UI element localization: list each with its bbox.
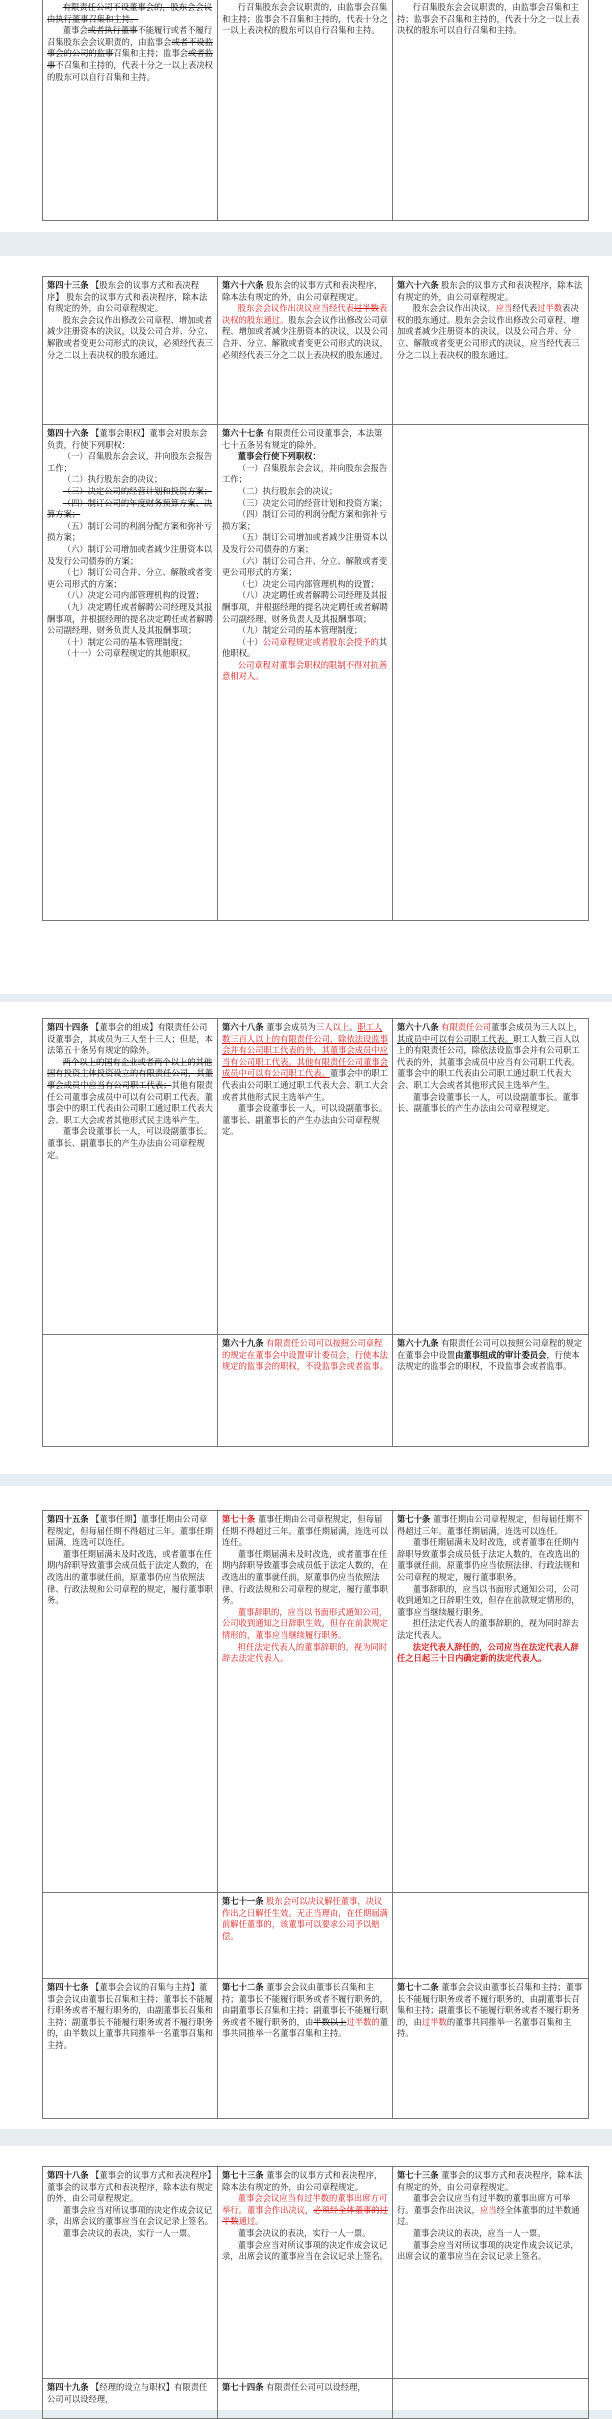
clause-heading-text: 第四十七条	[47, 1982, 89, 1992]
old-law-cell	[43, 425, 218, 921]
clause-paragraph	[222, 2382, 388, 2394]
clause-text: 其他有限责任公司董事会成员中可以有公司职工代表。董事会中的职工代表由公司职工通过职工代表大会、职工大会或者其他形式民主选举产生。	[47, 1079, 213, 1125]
clause-text: 董事会应当对所议事项的决定作成会议记录，出席会议的董事应当在会议记录上签名。	[47, 2204, 213, 2227]
old-law-cell	[43, 2167, 218, 2379]
clause-text: 行召集股东会会议职责的，由监事会召集和主持；监事会不召集和主持的，代表十分之一以上表决权的股东可以自行召集和主持。	[222, 2, 388, 36]
clause-text: （九）决定聘任或者解聘公司经理及其报酬事项，并根据经理的提名决定聘任或者解聘公司副经理、财务负责人及其报酬事项；	[47, 601, 213, 636]
clause-paragraph	[222, 637, 388, 660]
clause-heading-text: 第四十九条	[47, 2382, 89, 2392]
new-law-cell	[393, 425, 589, 921]
clause-paragraph	[222, 486, 388, 498]
clause-paragraph	[222, 428, 388, 451]
clause-paragraph	[222, 451, 388, 463]
clause-heading-text: 法定代表人辞任的，公司应当在法定代表人辞任之日起三十日内确定新的法定代表人。	[397, 1641, 579, 1664]
clause-text: 股东会会议作出修改公司章程、增加或者减少注册资本的决议，以及公司合并、分立、解散或者变更公司形式的决议，必须经代表三分之二以上表决权的股东通过。	[47, 314, 213, 360]
clause-text: 【董事会职权】董事会对股东会负责，行使下列职权：	[47, 428, 208, 450]
clause-paragraph	[222, 1642, 388, 1665]
draft-cell	[218, 1511, 393, 1893]
clause-text: 公司章程对董事会职权的限制不得对抗善意相对人。	[222, 659, 388, 682]
new-law-cell	[393, 277, 589, 425]
clause-text: 董事会中的职工代表由公司职工通过职工代表大会、职工大会或者其他形式民主选举产生。	[222, 1068, 388, 1102]
clause-text: 【董事会会议的召集与主持】董事会会议由董事长召集和主持；董事长不能履行职务或者不履行职务的，由副董事长召集和主持；副董事长不能履行职务或者不履行职务的，由半数以上董事共同推举一名董事召集和主持。	[47, 1982, 213, 2050]
clause-heading-text: 第六十六条	[397, 280, 439, 290]
clause-heading-text: 第六十九条	[222, 1338, 264, 1348]
clause-paragraph	[397, 1022, 584, 1092]
clause-text: 有限责任公司可以按照公司章程的规定在董事会中设置审计委员会，行使本法规定的监事会的职权，不设监事会或者监事。	[222, 1338, 388, 1372]
old-law-cell	[43, 2379, 218, 2419]
comparison-table-5	[42, 2166, 589, 2419]
table-row	[43, 277, 589, 425]
old-law-cell	[43, 1893, 218, 1979]
clause-text: 三人以上	[315, 1022, 350, 1032]
clause-heading-text: 第四十六条	[47, 428, 89, 438]
clause-text: （五）制订公司增加或者减少注册资本以及发行公司债券的方案；	[222, 532, 388, 554]
comparison-table-2	[42, 276, 589, 921]
clause-paragraph	[397, 303, 584, 361]
clause-paragraph	[222, 2240, 388, 2263]
clause-paragraph	[47, 567, 213, 590]
clause-text: 经全体董事的过半数通过。	[397, 2204, 580, 2227]
clause-text: （四）制订公司的年度财务预算方案、决算方案；	[47, 497, 213, 520]
old-law-cell	[43, 1335, 218, 1447]
clause-text: 董事任期届满未及时改选，或者董事在任期内辞职导致董事会成员低于法定人数的，在改选出的董事就任前，原董事仍应当依照法律、行政法规和公司章程的规定，履行董事职务。	[222, 1548, 388, 1606]
clause-text: 董事会设董事长一人，可以设副董事长。董事长、副董事长的产生办法由公司章程规定。	[222, 1103, 388, 1137]
clause-text: （十）	[237, 636, 263, 647]
clause-text: 必须经全体董事的过半数	[222, 2204, 388, 2227]
clause-text: 董事会的议事方式和表决程序，除本法有规定的外，由公司章程规定。	[397, 2170, 583, 2192]
clause-paragraph	[397, 1584, 584, 1619]
clause-paragraph	[222, 556, 388, 579]
clause-paragraph	[47, 1514, 213, 1549]
clause-heading-text: 第七十四条	[222, 2382, 264, 2392]
clause-text: 董事辞职的，应当以书面形式通知公司，公司收到通知之日辞职生效，但存在前款规定情形的，董事应当继续履行职务。	[397, 1583, 580, 1617]
clause-text: 股东会的议事方式和表决程序，除本法有规定的外，由公司章程规定。	[397, 280, 583, 302]
clause-text: 董事会决议的表决，实行一人一票。	[237, 2227, 371, 2238]
clause-text: 董事会设董事长一人，可以设副董事长。董事长、副董事长的产生办法由公司章程规定。	[397, 1091, 579, 1114]
clause-paragraph	[222, 590, 388, 625]
clause-heading-text: 第四十三条	[47, 280, 89, 290]
draft-cell	[218, 0, 393, 221]
clause-text: 董事会成员为三人以上，	[490, 1022, 583, 1032]
clause-text: （三）决定公司的经营计划和投资方案；	[237, 497, 388, 508]
clause-text: 或者监事	[47, 48, 213, 70]
clause-text: 不能履行或者不履行召集股东会会议职责的，由监事会	[47, 25, 213, 47]
clause-paragraph	[222, 280, 388, 303]
clause-paragraph	[222, 303, 388, 361]
clause-paragraph	[47, 498, 213, 521]
clause-paragraph	[397, 2240, 584, 2263]
clause-heading-text: 第六十九条	[397, 1338, 439, 1348]
table-row	[43, 1019, 589, 1335]
clause-text: （七）制订公司合并、分立、解散或者变更公司形式的方案；	[47, 567, 213, 589]
clause-text: 有限责任公司设董事会，本法第七十五条另有规定的除外。	[222, 428, 383, 450]
clause-paragraph	[397, 280, 584, 303]
clause-paragraph	[222, 2170, 388, 2193]
clause-paragraph	[222, 1103, 388, 1138]
old-law-cell	[43, 277, 218, 425]
clause-paragraph	[222, 2, 388, 37]
new-law-cell	[393, 1979, 589, 2119]
clause-text: 董事辞职的，应当以书面形式通知公司，公司收到通知之日辞职生效，但存在前款规定情形的，董事应当继续履行职务。	[222, 1606, 388, 1640]
clause-text: （十一）公司章程规定的其他职权。	[62, 648, 196, 659]
clause-paragraph	[47, 2170, 213, 2205]
draft-cell	[218, 2379, 393, 2419]
clause-text: 其他有限责任公司董事会成员中可以有公司职工代表。	[222, 1056, 388, 1079]
clause-paragraph	[222, 1607, 388, 1642]
clause-paragraph	[47, 637, 213, 649]
clause-text: 或者执行董事	[87, 25, 138, 36]
clause-text: 董事任期届满未及时改选，或者董事在任期内辞职导致董事会成员低于法定人数的，在改选出的董事就任前，原董事仍应当依照法律、行政法规和公司章程的规定，履行董事职务。	[397, 1537, 580, 1582]
clause-paragraph	[47, 1022, 213, 1057]
clause-heading-text: 第四十四条	[47, 1022, 89, 1032]
clause-text: 股东会会议作出修改公司章程、增加或者减少注册资本的决议，以及公司合并、分立、解散或者变更公司形式的决议，必须经代表三分之二以上表决权的股东通过。	[222, 314, 388, 360]
clause-text: （四）制订公司的利润分配方案和弥补亏损方案；	[222, 509, 388, 531]
clause-paragraph	[47, 428, 213, 451]
clause-paragraph	[397, 2193, 584, 2228]
clause-text: 通过。	[238, 2216, 264, 2227]
clause-text: ，行使本法规定的监事会的职权，不设监事会或者监事。	[397, 1349, 580, 1372]
clause-text: （八）决定公司内部管理机构的设置；	[62, 590, 204, 601]
clause-text: 【董事会的议事方式和表决程序】董事会的议事方式和表决程序，除本法有规定的外，由公司章程规定。	[47, 2170, 213, 2204]
clause-text: 过半数	[353, 303, 379, 314]
clause-heading-text: 第七十一条	[222, 1896, 264, 1906]
clause-text: 过半数	[537, 303, 563, 314]
clause-paragraph	[222, 1896, 388, 1942]
clause-paragraph	[222, 463, 388, 486]
clause-text: 董事会会议应当有过半数的董事出席方可举行。董事会作出决议，	[222, 2193, 388, 2215]
clause-text: ，应当	[487, 303, 513, 314]
draft-cell	[218, 1979, 393, 2119]
clause-paragraph	[47, 451, 213, 474]
clause-text: 董事会会议由董事长召集和主持；董事长不能履行职务或者不履行职务的，由副董事长召集和主持；副董事长不能履行职务或者不履行职务的，由	[222, 1982, 388, 2027]
clause-text: 股东会的议事方式和表决程序，除本法有规定的外，由公司章程规定。	[222, 280, 383, 302]
clause-heading-text: 由董事组成的审计委员会	[455, 1349, 547, 1360]
clause-paragraph	[47, 521, 213, 544]
clause-text: 经代表	[512, 303, 538, 314]
clause-heading-text: 第七十条	[222, 1514, 256, 1524]
clause-text: 应当	[479, 2204, 497, 2215]
new-law-cell	[393, 1511, 589, 1893]
table-row	[43, 1893, 589, 1979]
clause-heading-text: 第七十三条	[397, 2170, 439, 2180]
clause-paragraph	[397, 1982, 584, 2040]
clause-paragraph	[222, 509, 388, 532]
clause-text: 或者不设监事会的公司的监事	[47, 36, 213, 59]
clause-text: 。	[349, 1022, 358, 1032]
clause-paragraph	[47, 2228, 213, 2240]
clause-paragraph	[47, 25, 213, 83]
clause-paragraph	[222, 498, 388, 510]
old-law-cell	[43, 1511, 218, 1893]
clause-paragraph	[397, 2, 584, 37]
clause-text: 有限责任公司可以设经理，	[263, 2382, 366, 2392]
clause-text: （一）召集股东会会议，并向股东会报告工作；	[47, 451, 213, 473]
clause-paragraph	[397, 2170, 584, 2193]
clause-paragraph	[222, 625, 388, 637]
clause-paragraph	[47, 280, 213, 315]
draft-cell	[218, 425, 393, 921]
clause-heading-text: 第六十七条	[222, 428, 264, 438]
clause-text: 股东会会议作出决议	[412, 303, 488, 314]
clause-text: 其他职权。	[222, 636, 388, 659]
clause-text: 半数以上	[313, 2016, 347, 2027]
comparison-table-1	[42, 0, 589, 221]
clause-text: （三）决定公司的经营计划和投资方案；	[62, 485, 213, 496]
clause-text: 董事会应当对所议事项的决定作成会议记录，出席会议的董事应当在会议记录上签名。	[397, 2239, 579, 2262]
new-law-cell	[393, 0, 589, 221]
clause-paragraph	[47, 2382, 213, 2405]
new-law-cell	[393, 1335, 589, 1447]
clause-heading-text: 第四十八条	[47, 2170, 89, 2180]
clause-text: 有限责任公司可以按照公司章程的规定在董事会中设置	[397, 1338, 583, 1360]
clause-text: 董事任期由公司章程规定，但每届任期不得超过三年。董事任期届满，连选可以连任。	[397, 1514, 583, 1536]
clause-heading-text: 第六十八条	[397, 1022, 439, 1032]
clause-text: （八）决定聘任或者解聘公司经理及其报酬事项，并根据经理的提名决定聘任或者解聘公司副经理、财务负责人及其报酬事项；	[222, 590, 388, 624]
clause-text: （二）执行股东会的决议；	[62, 474, 163, 485]
clause-paragraph	[222, 2193, 388, 2228]
clause-text: 的董事共同推举一名董事召集和主持。	[397, 2016, 572, 2039]
clause-text: 【董事会的组成】有限责任公司设董事会，其成员为三人至十三人；但是，本法第五十条另有规定的除外。	[47, 1022, 213, 1056]
clause-text: 其成员中可以有公司职工代表。	[397, 1033, 514, 1044]
clause-paragraph	[397, 1338, 584, 1373]
draft-cell	[218, 1019, 393, 1335]
clause-text: （六）制订公司合并、分立、解散或者变更公司形式的方案；	[222, 555, 388, 578]
table-row	[43, 0, 589, 221]
clause-text: 股东会会议作出决议应当经代表	[237, 303, 354, 314]
clause-paragraph	[47, 590, 213, 602]
clause-paragraph	[222, 2228, 388, 2240]
clause-text: 董事共同推举一名董事召集和主持。	[222, 2016, 388, 2039]
clause-heading-text: 第六十六条	[222, 280, 264, 290]
clause-paragraph	[397, 2228, 584, 2240]
clause-text: 【董事任期】董事任期由公司章程规定，但每届任期不得超过三年。董事任期届满，连选可以连任。	[47, 1514, 213, 1548]
clause-paragraph	[47, 1057, 213, 1127]
page-section-2	[0, 256, 612, 994]
clause-text: 董事会决议的表决，应当一人一票。	[412, 2227, 546, 2238]
clause-text: 职工人数三百人以上的有限责任公司，除依法设监事会并有公司职工代表的外，其董事会成员中应当有公司职工代表。董事会中的职工代表由公司职工通过职工代表大会、职工大会或者其他形式民主选举产生。	[397, 1033, 580, 1090]
old-law-cell	[43, 1979, 218, 2119]
clause-text: 有限责任公司不设董事会的，股东会会议由执行董事召集和主持。	[47, 2, 213, 24]
table-row	[43, 1511, 589, 1893]
clause-text: 公司章程规定或者股东会授予的	[262, 636, 379, 647]
old-law-cell	[43, 0, 218, 221]
clause-text: （九）制定公司的基本管理制度；	[237, 625, 363, 636]
table-row	[43, 1335, 589, 1447]
clause-text: 召集和主持；监事会	[113, 48, 189, 59]
clause-text: 董事会成员为	[263, 1022, 316, 1032]
clause-paragraph	[397, 1537, 584, 1583]
clause-paragraph	[397, 1618, 584, 1641]
old-law-cell	[43, 1019, 218, 1335]
clause-paragraph	[222, 1549, 388, 1607]
new-law-cell	[393, 2379, 589, 2419]
clause-text: 董事会会议由董事长召集和主持；董事长不能履行职务或者不履行职务的，由副董事长召集和主持；副董事长不能履行职务或者不履行职务的，由	[397, 1982, 583, 2027]
clause-paragraph	[397, 1514, 584, 1537]
clause-paragraph	[47, 602, 213, 637]
page-section-4	[0, 1486, 612, 2129]
clause-text: 有限责任公司	[441, 1022, 491, 1032]
clause-paragraph	[47, 2, 213, 25]
draft-cell	[218, 2167, 393, 2379]
clause-text: 两个以上的国有企业或者两个以上的其他国有投资主体投资设立的有限责任公司，其董事会成员中应当有公司职工代表；	[47, 1056, 213, 1090]
clause-paragraph	[222, 1982, 388, 2040]
clause-text: 股东会可以决议解任董事，决议作出之日解任生效。无正当理由，在任期届满前解任董事的，该董事可以要求公司予以赔偿。	[222, 1896, 388, 1941]
draft-cell	[218, 1893, 393, 1979]
clause-text: 担任法定代表人的董事辞职的，视为同时辞去法定代表人。	[397, 1618, 579, 1640]
clause-text: 董事会的议事方式和表决程序，除本法有规定的外，由公司章程规定。	[222, 2170, 383, 2192]
clause-text: 董事会决议的表决，实行一人一票。	[62, 2227, 196, 2238]
clause-heading-text: 第七十条	[397, 1514, 431, 1524]
clause-text: 董事会	[62, 25, 88, 36]
clause-paragraph	[47, 1126, 213, 1161]
clause-paragraph	[47, 648, 213, 660]
clause-text: 董事会会议应当有过半数的董事出席方可举行。董事会作出决议，	[397, 2193, 571, 2215]
clause-text: 【股东会的议事方式和表决程序】 股东会的议事方式和表决程序，除本法有规定的外，由公司章程规定。	[47, 280, 208, 314]
table-row	[43, 2379, 589, 2419]
clause-text: 董事任期由公司章程规定，但每届任期不得超过三年。董事任期届满，连选可以连任。	[222, 1514, 388, 1548]
draft-cell	[218, 277, 393, 425]
clause-paragraph	[222, 579, 388, 591]
clause-text: （十）制定公司的基本管理制度；	[62, 636, 188, 647]
clause-heading-text: 第七十二条	[397, 1982, 439, 1992]
clause-text: （二）执行股东会的决议；	[237, 485, 338, 496]
clause-paragraph	[397, 1642, 584, 1665]
new-law-cell	[393, 1019, 589, 1335]
clause-text: 职工人数三百人以上的有限责任公司，除依法设监事会并有公司职工代表的外，其董事会成员中应当有公司职工代表。	[222, 1022, 388, 1067]
clause-text: （七）决定公司内部管理机构的设置；	[237, 578, 379, 589]
clause-text: （六）制订公司增加或者减少注册资本以及发行公司债券的方案；	[47, 543, 213, 566]
clause-text: 董事会设董事长一人，可以设副董事长。董事长、副董事长的产生办法由公司章程规定。	[47, 1126, 213, 1160]
clause-heading-text: 第七十二条	[222, 1982, 264, 1992]
clause-text: 董事会应当对所议事项的决定作成会议记录，出席会议的董事应当在会议记录上签名。	[222, 2239, 388, 2262]
table-row	[43, 2167, 589, 2379]
clause-heading-text: 第六十八条	[222, 1022, 264, 1032]
clause-text: 过半数的	[346, 2016, 380, 2027]
table-row	[43, 1979, 589, 2119]
clause-text: 表决权的股东通过。	[222, 303, 388, 325]
new-law-cell	[393, 1893, 589, 1979]
page-section-1	[0, 0, 612, 232]
comparison-table-3	[42, 1018, 589, 1447]
clause-text: 担任法定代表人的董事辞职的，视为同时辞去法定代表人。	[222, 1641, 388, 1664]
clause-text: （五）制订公司的利润分配方案和弥补亏损方案；	[47, 520, 213, 543]
page-section-5	[0, 2146, 612, 2410]
clause-paragraph	[47, 486, 213, 498]
clause-paragraph	[47, 474, 213, 486]
clause-text: 【经理的设立与职权】有限责任公司可以设经理，	[47, 2382, 208, 2404]
draft-cell	[218, 1335, 393, 1447]
clause-heading-text: 第四十五条	[47, 1514, 89, 1524]
clause-heading-text: 第七十三条	[222, 2170, 264, 2180]
clause-paragraph	[47, 544, 213, 567]
clause-paragraph	[222, 1514, 388, 1549]
clause-text: （一）召集股东会会议，并向股东会报告工作；	[222, 462, 388, 485]
clause-paragraph	[47, 1982, 213, 2052]
clause-paragraph	[222, 1338, 388, 1373]
clause-paragraph	[47, 315, 213, 361]
clause-paragraph	[47, 2205, 213, 2228]
clause-text: 表决权的股东通过。股东会会议作出修改公司章程、增加或者减少注册资本的决议，以及公司合并、分立、解散或者变更公司形式的决议，应当经代表三分之二以上表决权的股东通过。	[397, 303, 580, 360]
clause-paragraph	[47, 1549, 213, 1607]
clause-text: 董事任期届满未及时改选，或者董事在任期内辞职导致董事会成员低于法定人数的，在改选出的董事就任前，原董事仍应当依照法律、行政法规和公司章程的规定，履行董事职务。	[47, 1548, 213, 1606]
new-law-cell	[393, 2167, 589, 2379]
clause-paragraph	[222, 660, 388, 683]
comparison-table-4	[42, 1510, 589, 2119]
clause-paragraph	[222, 532, 388, 555]
page-section-3	[0, 1002, 612, 1474]
clause-text: 行召集股东会会议职责的，由监事会召集和主持；监事会不召集和主持的，代表十分之一以上表决权的股东可以自行召集和主持。	[397, 2, 580, 36]
table-row	[43, 425, 589, 921]
clause-paragraph	[397, 1092, 584, 1115]
clause-text: 过半数	[421, 2016, 447, 2027]
clause-heading-text: 董事会行使下列职权：	[237, 451, 321, 462]
clause-text: 不召集和主持的，代表十分之一以上表决权的股东可以自行召集和主持。	[47, 59, 213, 82]
clause-paragraph	[222, 1022, 388, 1103]
